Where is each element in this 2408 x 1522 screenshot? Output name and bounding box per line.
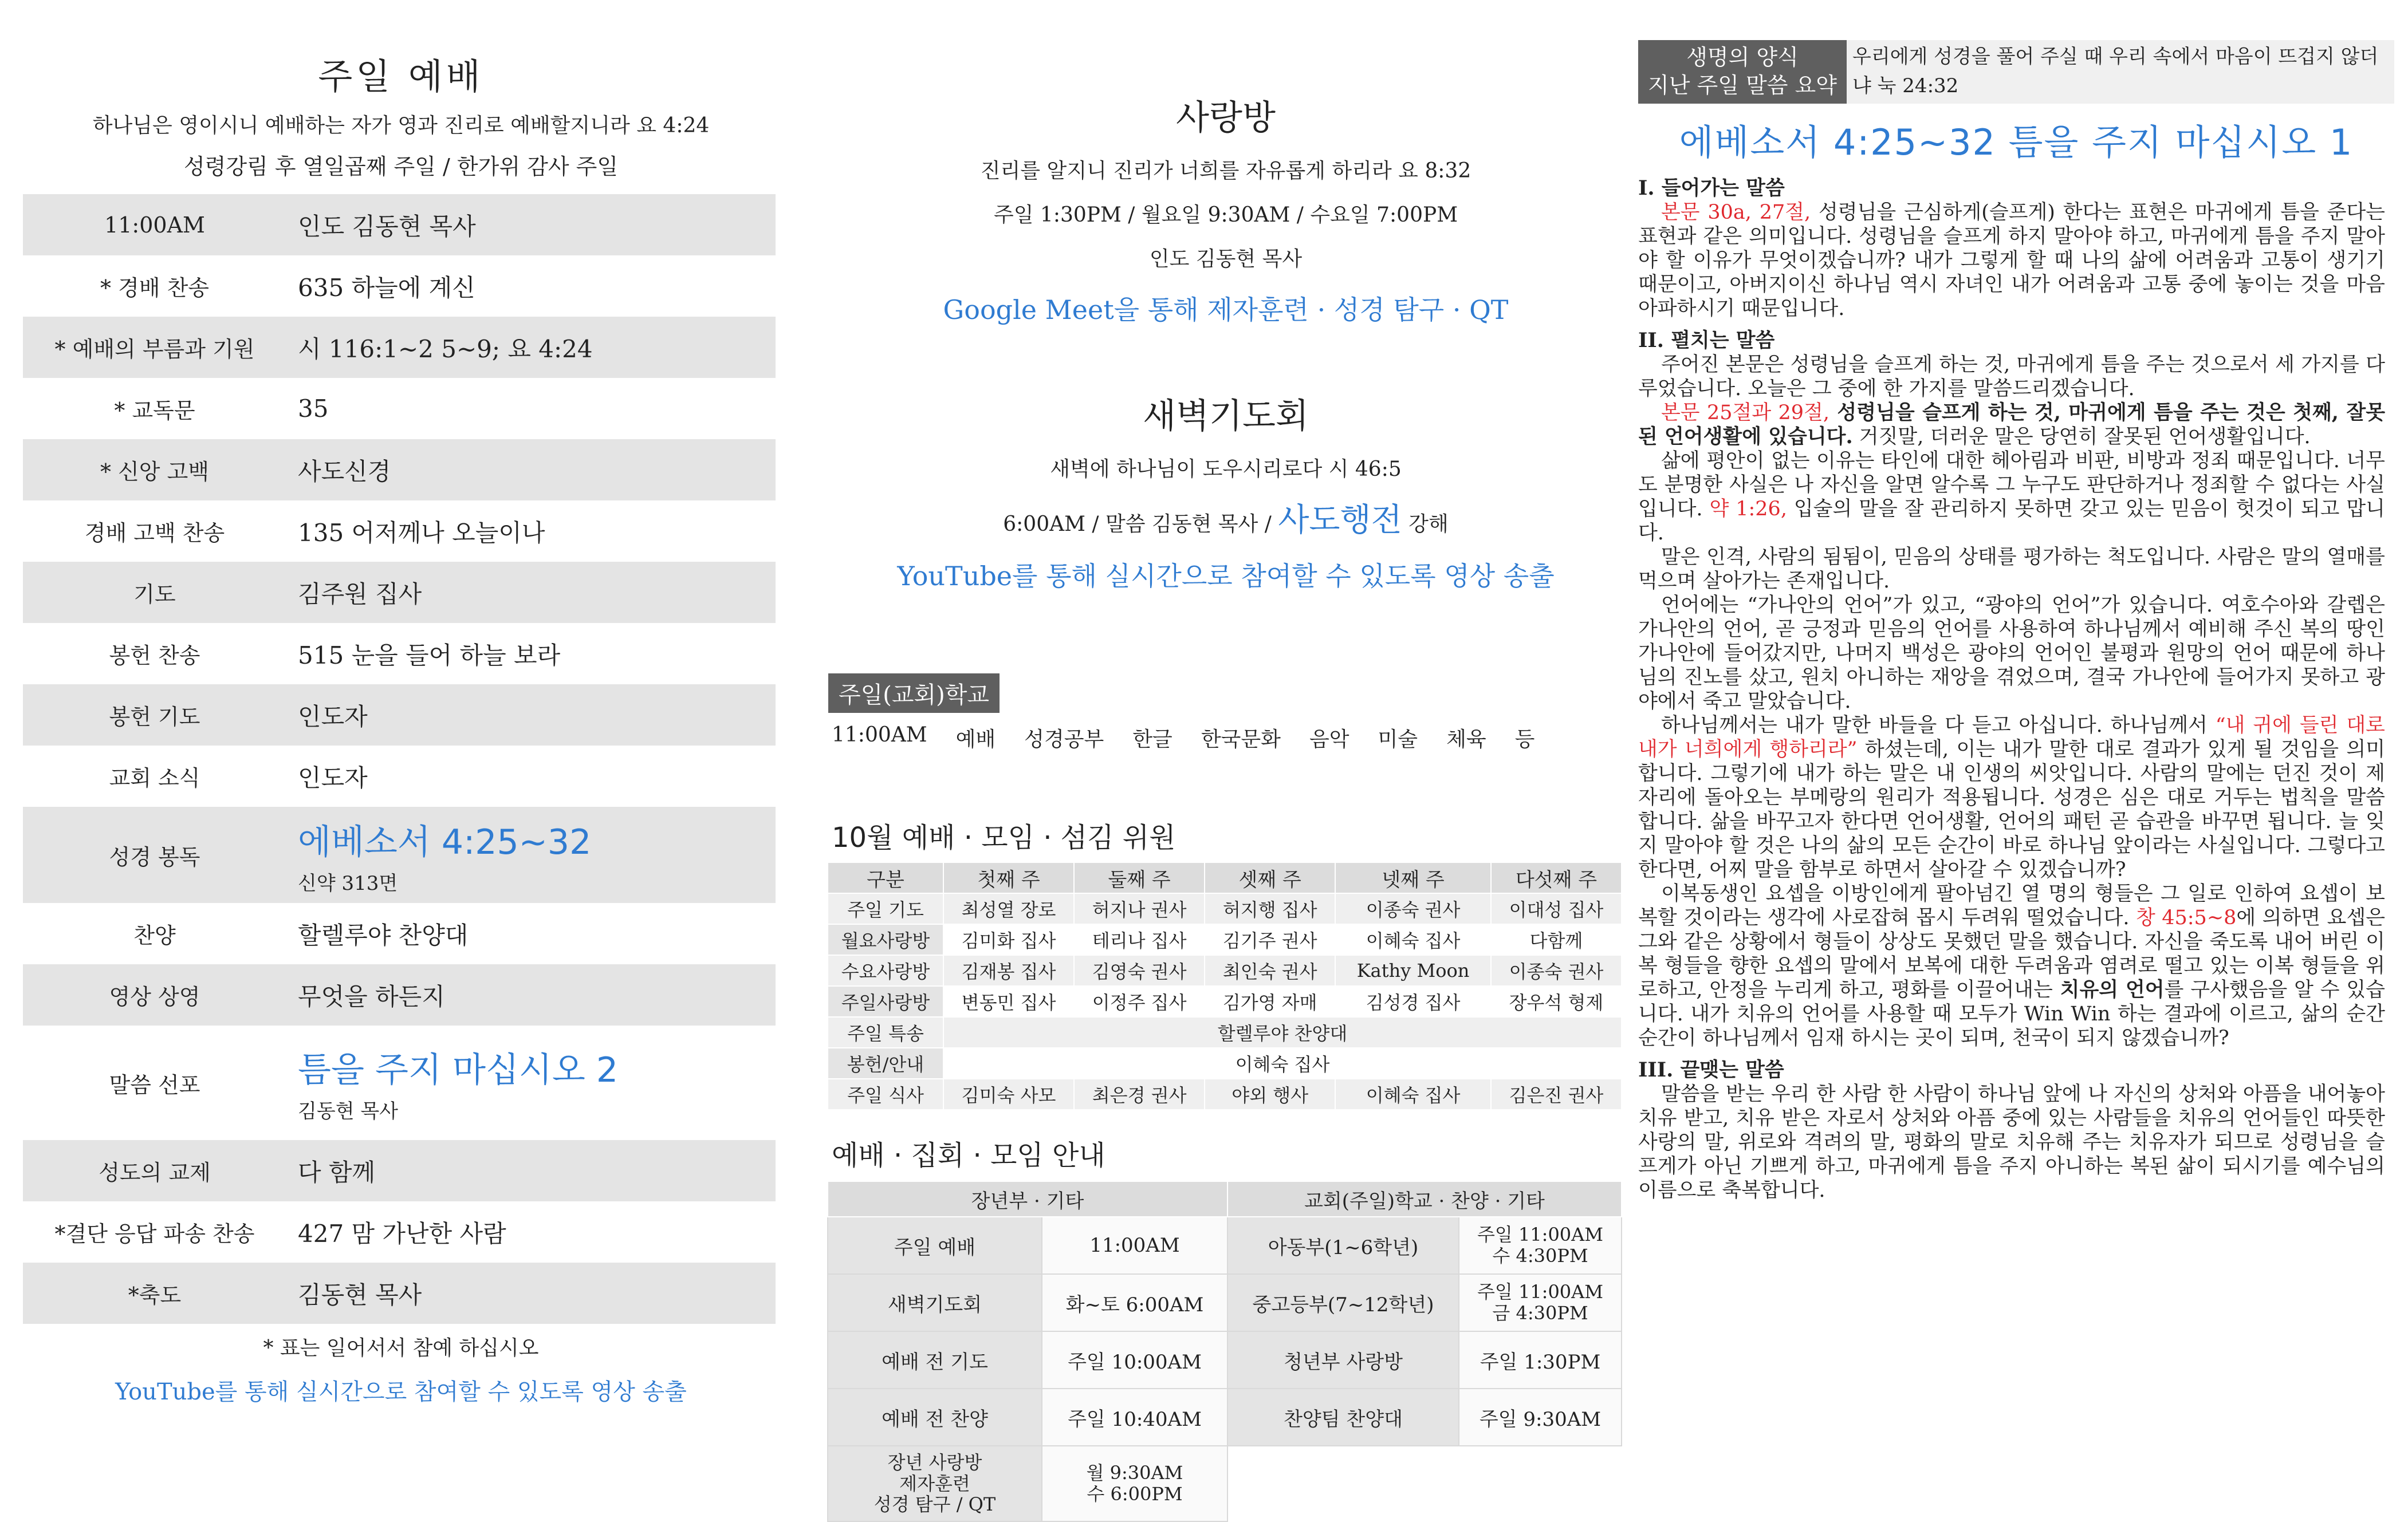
order-row: [23, 1201, 776, 1263]
roster-row: [828, 924, 1622, 955]
sermon-value-box: [286, 1043, 776, 1123]
scripture-ref: 본문 25절과 29절,: [1661, 401, 1829, 424]
roster-cell: 이대성 집사: [1491, 893, 1622, 924]
order-label: 찬양: [133, 923, 176, 948]
order-value: 김주원 집사: [298, 579, 422, 608]
order-row: [23, 194, 776, 255]
guide-value: 월 9:30AM: [1086, 1462, 1183, 1484]
roster-header-row: [828, 862, 1622, 893]
order-value: 김동현 목사: [298, 1280, 422, 1309]
order-label: 11:00AM: [104, 212, 205, 238]
roster-cell: 이정주 집사: [1074, 986, 1205, 1017]
text: 이복동생인 요셉을 이방인에게 팔아넘긴 열 명의 형들은 그 일로 인하여 요셉이 보복할 것이라는 생각에 사로잡혀 몹시 두려워 떨었습니다.: [1638, 882, 2385, 929]
roster-cell: 허지행 집사: [1205, 893, 1335, 924]
meetings-column: [825, 0, 1627, 1516]
roster-header: 셋째 주: [1205, 862, 1335, 893]
guide-value: 금 4:30PM: [1492, 1302, 1588, 1324]
roster-cell: 테리나 집사: [1074, 924, 1205, 955]
order-value: 427 맘 가난한 사람: [298, 1219, 506, 1248]
summary-header: [1638, 40, 2394, 104]
summary-title: 에베소서 4:25~32 틈을 주지 마십시오 1: [1679, 121, 2354, 163]
sarangbang-verse: 진리를 알지니 진리가 너희를 자유롭게 하리라 요 8:32: [980, 159, 1471, 183]
summary-badge: [1638, 40, 1847, 104]
order-label: * 예배의 부름과 기원: [54, 337, 255, 362]
roster-header: 구분: [828, 862, 943, 893]
standing-note: * 표는 일어서서 참예 하십시오: [263, 1336, 539, 1360]
paragraph: [1638, 200, 2385, 321]
order-value: 인도자: [298, 702, 368, 731]
sermon-title: 틈을 주지 마십시오 2: [298, 1050, 619, 1090]
worship-title: 주일 예배: [318, 56, 484, 97]
guide-value: 11:00AM: [1042, 1217, 1227, 1274]
guide-label: 새벽기도회: [828, 1274, 1042, 1331]
scripture-ref: 본문 30a, 27절,: [1661, 200, 1811, 224]
paragraph: 주어진 본문은 성령님을 슬프게 하는 것, 마귀에게 틈을 주는 것으로서 세 가지를 다루었습니다. 오늘은 그 중에 한 가지를 말씀드리겠습니다.: [1638, 353, 2385, 400]
order-row: [23, 746, 776, 807]
worship-subtitle: 성령강림 후 열일곱째 주일 / 한가위 감사 주일: [183, 154, 619, 179]
roster-cell: 다함께: [1491, 924, 1622, 955]
guide-value-box: [1459, 1274, 1622, 1331]
scripture-ref: 창 45:5~8: [2129, 906, 2237, 929]
guide-label: 주일 예배: [828, 1217, 1042, 1274]
roster-header: 넷째 주: [1335, 862, 1491, 893]
sarangbang-title: 사랑방: [1176, 98, 1276, 138]
roster-row: [828, 955, 1622, 986]
roster-cell: 할렐루야 찬양대: [943, 1017, 1622, 1048]
sunday-school-subjects: [832, 723, 1627, 752]
roster-cell: 김가영 자매: [1205, 986, 1335, 1017]
guide-value-box: [1042, 1446, 1227, 1521]
dawn-book: 사도행전: [1278, 502, 1402, 539]
guide-value: 주일 9:30AM: [1459, 1389, 1622, 1446]
scripture-ref: 약 1:26,: [1702, 497, 1787, 521]
guide-row: [828, 1217, 1622, 1274]
worship-column: [23, 0, 779, 1460]
subject-item: 예배: [955, 728, 996, 751]
order-of-worship: [23, 194, 776, 1324]
roster-cell: 이혜숙 집사: [1335, 924, 1491, 955]
order-row: [23, 562, 776, 623]
reading-passage: 에베소서 4:25~32: [298, 822, 592, 862]
text: 에 의하면 요셉은 그와 같은 상황에서 형들이 상상도 못했던 말을 했습니다. 자신을 죽도록 내어 버린 이복 형들을 향한 요셉의 말에서 보복에 대한 두려움과 염려로 떨고 있는 이복 형들을 위로하고, 안정을 누리게 하고, 평화를 이끌어내는: [1638, 906, 2386, 1001]
roster-cell: 최은경 권사: [1074, 1079, 1205, 1110]
text: 하나님께서는 내가 말한 바들을 다 듣고 아십니다. 하나님께서: [1661, 713, 2216, 737]
roster-label: 주일사랑방: [828, 986, 943, 1017]
section-heading: II. 펼치는 말씀: [1638, 328, 1775, 352]
guide-label: 중고등부(7~12학년): [1227, 1274, 1459, 1331]
order-row: [23, 317, 776, 378]
paragraph: 말은 인격, 사람의 됨됨이, 믿음의 상태를 평가하는 척도입니다. 사람은 말의 열매를 먹으며 살아가는 존재입니다.: [1638, 545, 2385, 593]
text: 거짓말, 더러운 말은 당연히 잘못된 언어생활입니다.: [1852, 425, 2311, 448]
order-row-reading: [23, 807, 776, 903]
order-label: 영상 상영: [109, 984, 200, 1010]
roster-row: [828, 986, 1622, 1017]
order-value: 사도신경: [298, 457, 391, 486]
order-row: [23, 378, 776, 439]
roster-header: 다섯째 주: [1491, 862, 1622, 893]
roster-table: [827, 862, 1622, 1110]
roster-row: [828, 893, 1622, 924]
reading-value-box: [286, 815, 776, 896]
dawn-verse: 새벽에 하나님이 도우시리로다 시 46:5: [1050, 458, 1402, 481]
paragraph: 언어에는 “가나안의 언어”가 있고, “광야의 언어”가 있습니다. 여호수아와 갈렙은 가나안의 언어, 곧 긍정과 믿음의 언어를 사용하여 하나님께서 예비해 주신 복의 땅인 가나안에 들어갔지만, 나머지 백성은 광야의 언어인 불평과 원망의 언어 때문에 하나님의 진노를 샀고, 원치 아니하는 재앙을 겪었으며, 결국 가나안에 들어가지 못하고 광야에서 죽고 말았습니다.: [1638, 593, 2385, 713]
sermon-summary-column: [1638, 0, 2394, 1460]
text: 하셨는데, 이는 내가 말한 대로 결과가 있게 될 것임을 의미합니다. 그렇기에 내가 하는 말은 내 인생의 씨앗입니다. 사람의 말에는 던진 것이 제자리에 돌아오는 부메랑의 원리가 적용됩니다. 성경은 심은 대로 거두는 법칙을 말씀합니다. 삶을 바꾸고자 한다면 언어생활, 언어의 패턴 곧 습관을 바꾸면 됩니다. 늘 잊지 말아야 할 것은 나의 삶의 모든 순간이 바로 하나님 앞이라는 사실입니다. 그렇다고 한다면, 어찌 말을 함부로 하면서 살아갈 수 있겠습니까?: [1638, 738, 2386, 881]
order-row: [23, 903, 776, 964]
sarangbang-online: Google Meet을 통해 제자훈련 · 성경 탐구 · QT: [943, 294, 1509, 325]
order-label: 봉헌 기도: [109, 704, 200, 730]
guide-value: 주일 11:00AM: [1477, 1281, 1604, 1303]
order-row: [23, 684, 776, 746]
roster-cell: 최인숙 권사: [1205, 955, 1335, 986]
order-label: 봉헌 찬송: [109, 643, 200, 668]
guide-title: 예배 · 집회 · 모임 안내: [832, 1139, 1105, 1172]
guide-label: 제자훈련: [899, 1472, 970, 1495]
order-row: [23, 623, 776, 684]
roster-cell: 김재봉 집사: [943, 955, 1074, 986]
roster-cell: 김은진 권사: [1491, 1079, 1622, 1110]
header-verse: 우리에게 성경을 풀어 주실 때 우리 속에서 마음이 뜨겁지 않더냐 눅 24:32: [1847, 40, 2394, 104]
order-row: [23, 1263, 776, 1324]
sunday-school-label: 주일(교회)학교: [828, 673, 1000, 713]
order-row: [23, 439, 776, 500]
roster-header: 첫째 주: [943, 862, 1074, 893]
dawn-time-line: [825, 495, 1627, 541]
roster-cell: 이종숙 권사: [1491, 955, 1622, 986]
order-value: 할렐루야 찬양대: [298, 921, 469, 949]
paragraph: [1638, 713, 2385, 882]
order-value: 인도자: [298, 763, 368, 792]
subject-item: 미술: [1378, 728, 1418, 751]
text: 입술의 말을 잘 관리하지 못하면 갖고 있는 믿음이 헛것이 되고 맙니다.: [1638, 497, 2385, 545]
order-row-sermon: [23, 1026, 776, 1140]
roster-cell: 김성경 집사: [1335, 986, 1491, 1017]
order-value: 다 함께: [298, 1158, 376, 1186]
order-value: 35: [298, 395, 329, 423]
roster-cell: 이종숙 권사: [1335, 893, 1491, 924]
roster-header: 둘째 주: [1074, 862, 1205, 893]
guide-label: 예배 전 찬양: [828, 1389, 1042, 1446]
scripture-quote: “내 귀에 들린 대로 내가 너희에게 행하리라”: [1638, 713, 2385, 761]
guide-value: 주일 10:40AM: [1042, 1389, 1227, 1446]
paragraph: [1638, 401, 2385, 449]
roster-label: 주일 식사: [828, 1079, 943, 1110]
guide-value: 주일 1:30PM: [1459, 1331, 1622, 1389]
order-label: * 신앙 고백: [100, 459, 209, 484]
emphasis: 치유의 언어: [2052, 977, 2165, 1001]
roster-cell: 이혜숙 집사: [1335, 1079, 1491, 1110]
order-label: 성도의 교제: [99, 1160, 211, 1185]
order-label: *결단 응답 파송 찬송: [54, 1221, 255, 1247]
subject-item: 등: [1514, 728, 1535, 751]
guide-value: 수 4:30PM: [1492, 1245, 1588, 1267]
order-value: 인도 김동현 목사: [298, 212, 476, 240]
order-label: * 경배 찬송: [100, 275, 209, 301]
subject-item: 한국문화: [1201, 728, 1281, 751]
roster-cell: 변동민 집사: [943, 986, 1074, 1017]
roster-cell: 야외 행사: [1205, 1079, 1335, 1110]
youtube-notice: YouTube를 통해 실시간으로 참여할 수 있도록 영상 송출: [115, 1379, 687, 1405]
roster-cell: 김영숙 권사: [1074, 955, 1205, 986]
order-row: [23, 964, 776, 1026]
roster-cell: 김미숙 사모: [943, 1079, 1074, 1110]
order-value: 시 116:1~2 5~9; 요 4:24: [298, 334, 593, 363]
roster-label: 주일 기도: [828, 893, 943, 924]
order-row: [23, 1140, 776, 1201]
reading-page: 신약 313면: [298, 872, 398, 895]
order-label: 기도: [133, 582, 176, 607]
order-label: 경배 고백 찬송: [84, 521, 225, 546]
guide-label: 찬양팀 찬양대: [1227, 1389, 1459, 1446]
roster-label: 월요사랑방: [828, 924, 943, 955]
order-label: 교회 소식: [109, 766, 200, 791]
dawn-suffix: 강해: [1408, 512, 1449, 536]
guide-row: [828, 1274, 1622, 1331]
order-label: *축도: [128, 1283, 182, 1308]
guide-row: [828, 1389, 1622, 1446]
roster-row: [828, 1079, 1622, 1110]
dawn-time: 6:00AM / 말씀 김동현 목사 /: [1003, 512, 1272, 536]
section-heading: I. 들어가는 말씀: [1638, 176, 1785, 200]
guide-value: 주일 10:00AM: [1042, 1331, 1227, 1389]
roster-label: 주일 특송: [828, 1017, 943, 1048]
guide-label: 예배 전 기도: [828, 1331, 1042, 1389]
guide-label: 성경 탐구 / QT: [874, 1493, 996, 1516]
roster-cell: Kathy Moon: [1335, 955, 1491, 986]
sarangbang-leader: 인도 김동현 목사: [1149, 247, 1303, 271]
guide-label: 장년 사랑방: [887, 1451, 982, 1473]
section-heading: III. 끝맺는 말씀: [1638, 1058, 1784, 1082]
guide-header-right: 교회(주일)학교 · 찬양 · 기타: [1227, 1181, 1622, 1217]
guide-header-left: 장년부 · 기타: [828, 1181, 1227, 1217]
guide-row: [828, 1331, 1622, 1389]
guide-label-box: [828, 1446, 1042, 1521]
roster-title: 10월 예배 · 모임 · 섬김 위원: [832, 822, 1176, 854]
roster-row: [828, 1048, 1622, 1079]
roster-cell: 허지나 권사: [1074, 893, 1205, 924]
roster-cell: 이혜숙 집사: [943, 1048, 1622, 1079]
paragraph: 말씀을 받는 우리 한 사람 한 사람이 하나님 앞에 나 자신의 상처와 아픔을 내어놓아 치유 받고, 치유 받은 자로서 상처와 아픔 중에 있는 사람들을 치유의 언어들인 따뜻한 사랑의 말, 위로와 격려의 말, 평화의 말로 치유해 주는 치유자가 되므로 성령님을 슬프게가 아닌 기쁘게 하고, 마귀에게 틈을 주지 아니하는 복된 삶이 되시기를 예수님의 이름으로 축복합니다.: [1638, 1082, 2385, 1202]
text: 삶에 평안이 없는 이유는 타인에 대한 헤아림과 비판, 비방과 정죄 때문입니다. 너무도 분명한 사실은 나 자신을 알면 알수록 그 누구도 판단하거나 정죄할 수 없다는 사실입니다.: [1638, 449, 2385, 521]
roster-cell: 장우석 형제: [1491, 986, 1622, 1017]
order-label: * 교독문: [114, 398, 195, 423]
subject-item: 한글: [1132, 728, 1172, 751]
order-value: 515 눈을 들어 하늘 보라: [298, 641, 561, 669]
guide-value-box: [1459, 1217, 1622, 1274]
order-value: 무엇을 하든지: [298, 982, 445, 1011]
badge-line: 지난 주일 말씀 요약: [1648, 73, 1837, 98]
badge-line: 생명의 양식: [1686, 45, 1799, 70]
subject-item: 음악: [1309, 728, 1349, 751]
subject-item: 11:00AM: [832, 723, 927, 747]
order-row: [23, 255, 776, 317]
roster-label: 수요사랑방: [828, 955, 943, 986]
sermon-preacher: 김동현 목사: [298, 1099, 399, 1123]
worship-verse: 하나님은 영이시니 예배하는 자가 영과 진리로 예배할지니라 요 4:24: [92, 114, 710, 137]
text: 성령님을 근심하게(슬프게) 한다는 표현은 마귀에게 틈을 준다는 표현과 같은 의미입니다. 성령님을 슬프게 하지 말아야 하고, 마귀에게 틈을 주지 말아야 할 이유가 무엇이겠습니까? 내가 그렇게 할 때 나의 삶에 어려움과 고통이 생기기 때문이고, 아버지이신 하나님 역시 자녀인 내가 어려움과 고통 중에 놓이는 것을 마음 아파하시기 때문입니다.: [1638, 200, 2385, 320]
roster-cell: 김기주 권사: [1205, 924, 1335, 955]
guide-row: [828, 1446, 1622, 1521]
order-label: 말씀 선포: [109, 1072, 200, 1098]
subject-item: 성경공부: [1024, 728, 1104, 751]
sarangbang-times: 주일 1:30PM / 월요일 9:30AM / 수요일 7:00PM: [993, 203, 1458, 227]
roster-row: [828, 1017, 1622, 1048]
guide-value: 수 6:00PM: [1087, 1483, 1183, 1505]
roster-cell: 김미화 집사: [943, 924, 1074, 955]
guide-label: 아동부(1~6학년): [1227, 1217, 1459, 1274]
guide-value: 주일 11:00AM: [1477, 1224, 1604, 1246]
dawn-title: 새벽기도회: [1143, 396, 1309, 436]
roster-cell: 최성열 장로: [943, 893, 1074, 924]
order-row: [23, 500, 776, 562]
emphasis: 성령님을 슬프게 하는 것, 마귀에게 틈을 주는 것은 첫째, 잘못된 언어생활에 있습니다.: [1638, 400, 2386, 448]
paragraph: [1638, 882, 2385, 1050]
order-value: 135 어저께나 오늘이나: [298, 518, 545, 547]
guide-header-row: [828, 1181, 1622, 1217]
roster-label: 봉헌/안내: [828, 1048, 943, 1079]
subject-item: 체육: [1446, 728, 1486, 751]
guide-value: 화~토 6:00AM: [1042, 1274, 1227, 1331]
order-label: 성경 봉독: [109, 844, 200, 870]
guide-label: 청년부 사랑방: [1227, 1331, 1459, 1389]
order-value: 635 하늘에 계신: [298, 273, 475, 302]
paragraph: [1638, 449, 2385, 545]
dawn-youtube: YouTube를 통해 실시간으로 참여할 수 있도록 영상 송출: [897, 561, 1555, 592]
sermon-text: [1638, 176, 2394, 1202]
guide-table: [827, 1181, 1622, 1522]
text: 를 구사했음을 알 수 있습니다. 내가 치유의 언어를 사용할 때 모두가 Win Win 하는 결과에 이르고, 삶의 순간순간이 하나님께서 임재 하시는 곳이 되며, 천국이 되지 않겠습니까?: [1638, 978, 2385, 1050]
